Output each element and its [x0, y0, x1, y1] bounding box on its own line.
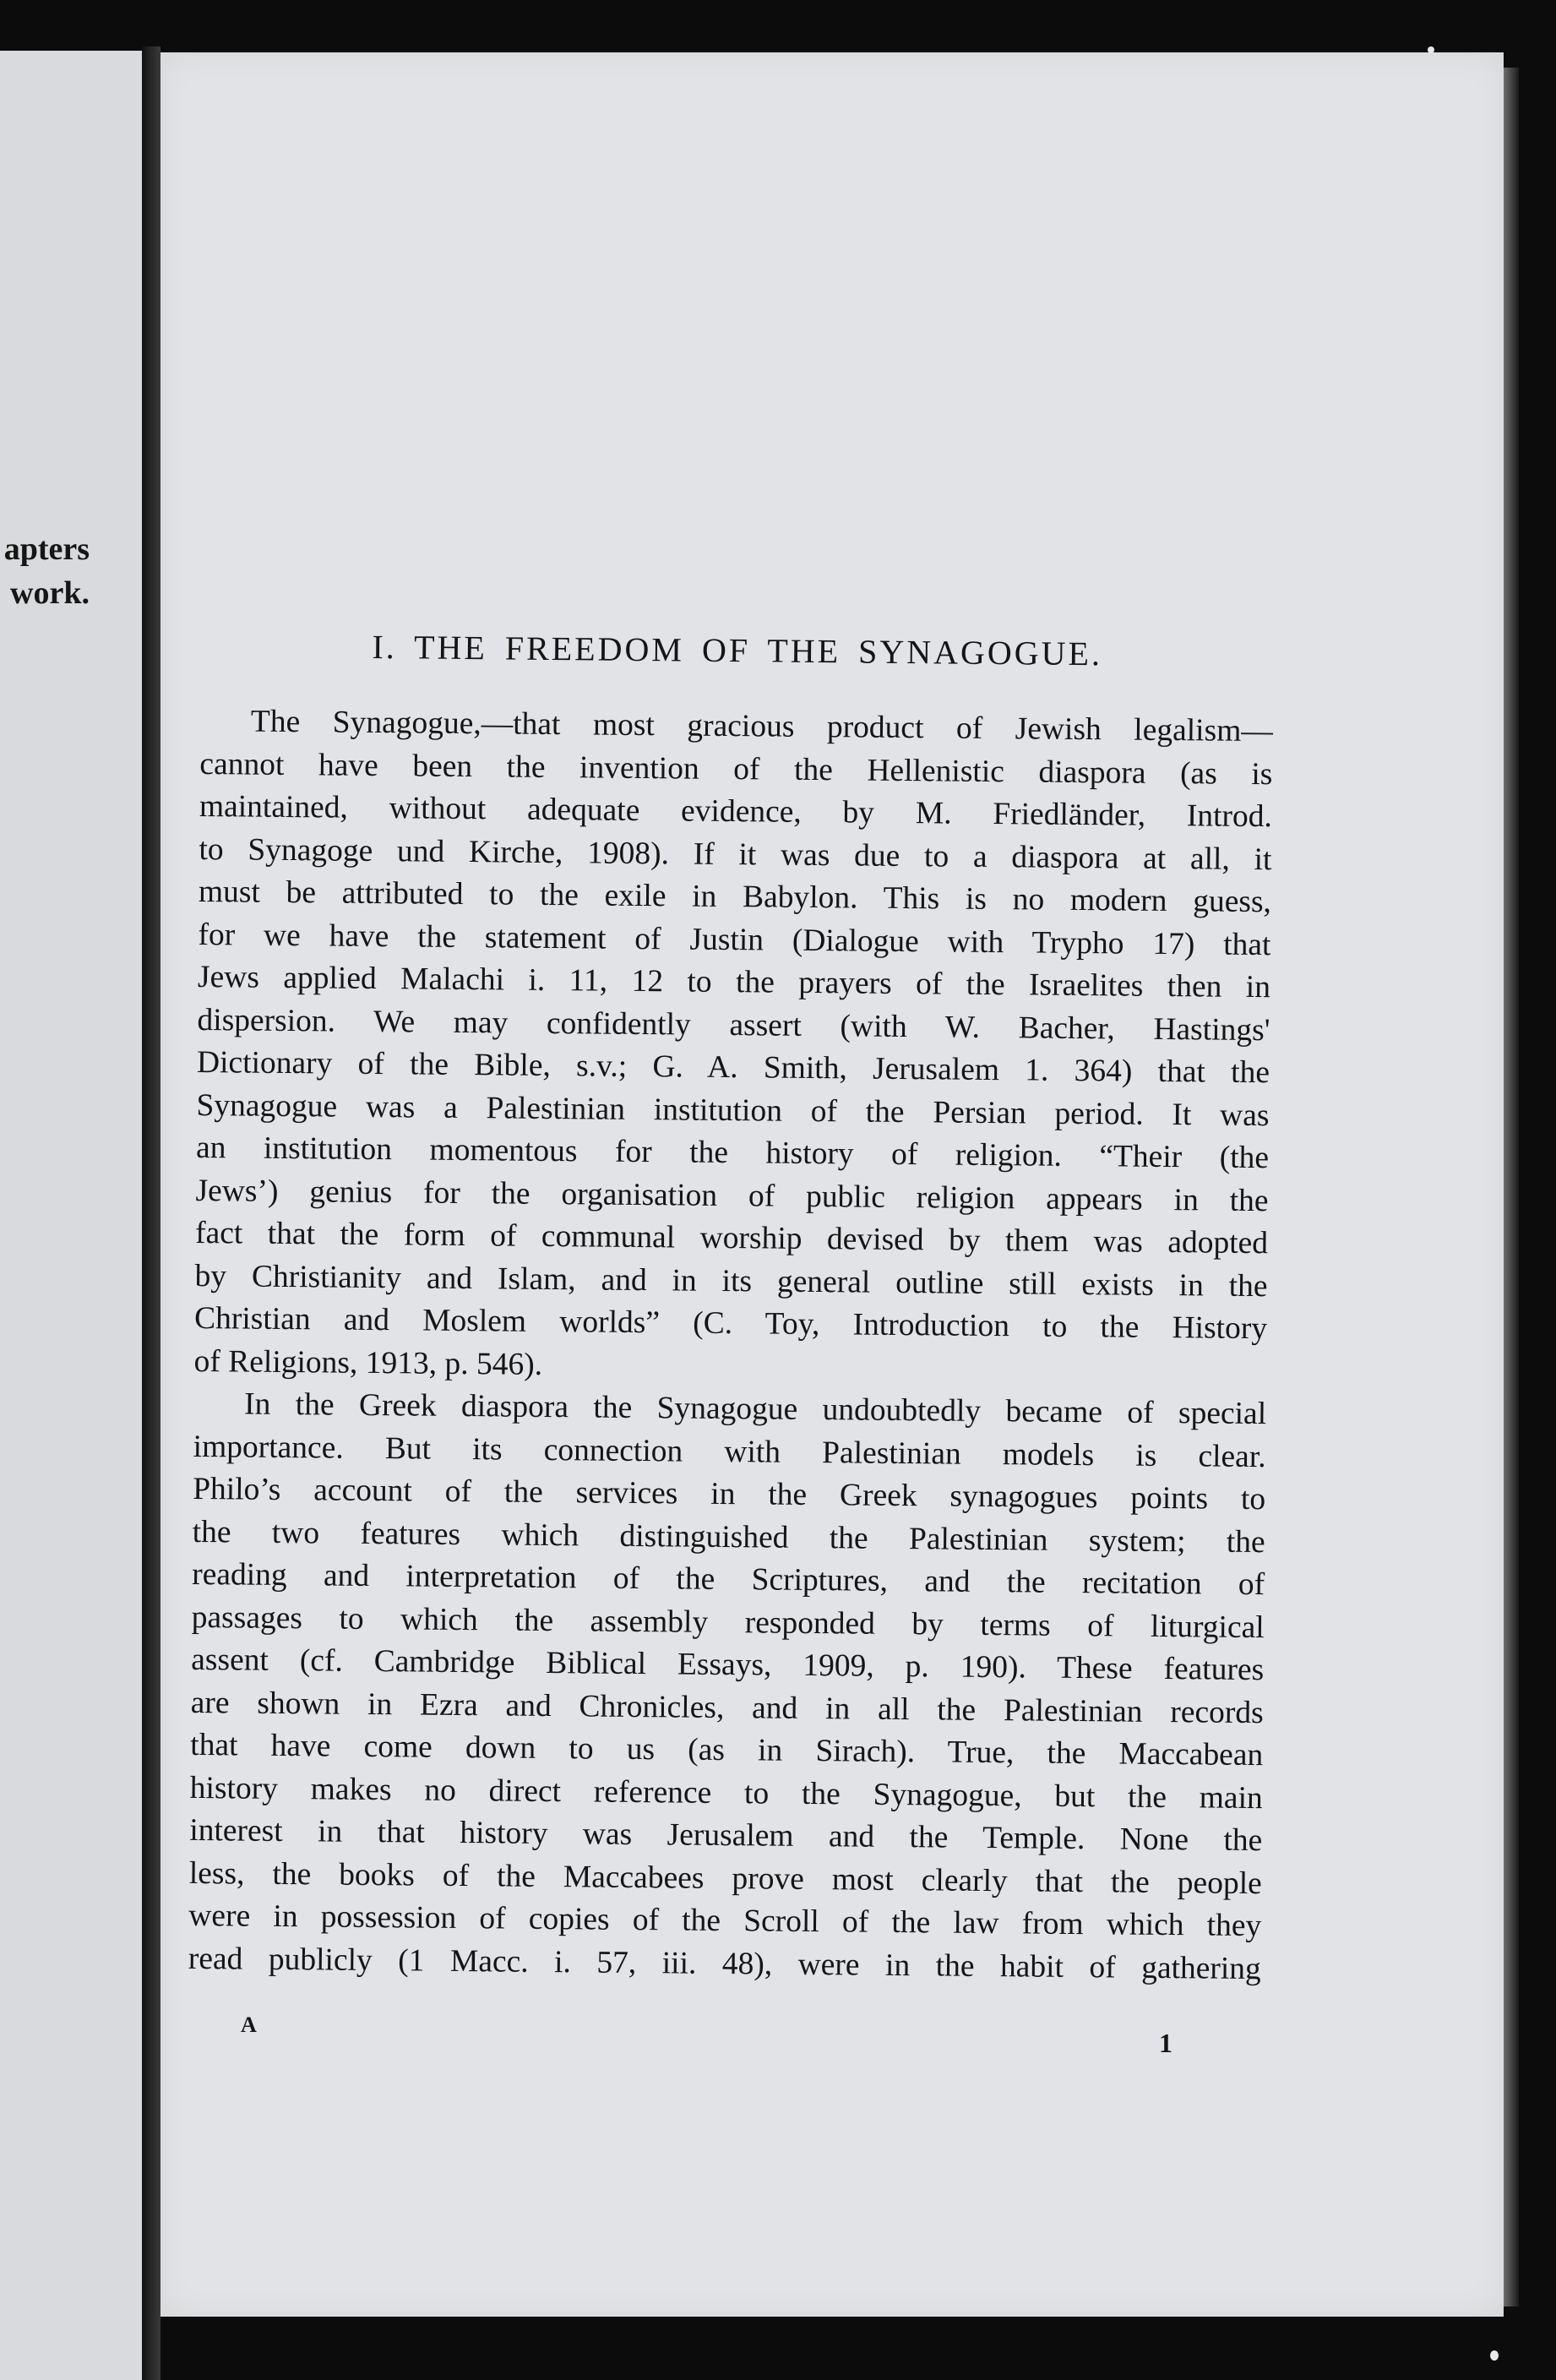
text-line: passages to which the assembly responded by terms of liturgical [191, 1599, 1265, 1645]
text-line: importance. But its connection with Palestinian models is clear. [193, 1429, 1266, 1474]
text-line: read publicly (1 Macc. i. 57, iii. 48), were in the habit of gathering [188, 1941, 1261, 1986]
text-line: Christian and Moslem worlds” (C. Toy, Introduction to the History [193, 1300, 1268, 1347]
scan-speck [1428, 46, 1434, 53]
text-line: In the Greek diaspora the Synagogue undoubtedly became of special [243, 1386, 1267, 1432]
text-line: Dictionary of the Bible, s.v.; G. A. Smith, Jerusalem 1. 364) that the [196, 1044, 1270, 1091]
paragraph-2 [188, 1383, 1267, 1991]
left-page-fragment: apters [3, 531, 90, 567]
signature-mark: A [241, 2012, 257, 2037]
text-line: Jews applied Malachi i. 11, 12 to the prayers of the Israelites then in [197, 959, 1271, 1005]
text-line: Jews’) genius for the organisation of public religion appears in the [195, 1173, 1269, 1218]
page-text [188, 625, 1274, 1991]
text-line: Synagogue was a Palestinian institution of the Persian period. It was [196, 1087, 1270, 1133]
left-page-edge [0, 51, 142, 2380]
text-line: cannot have been the invention of the Hellenistic diaspora (as is [199, 746, 1273, 792]
text-line: reading and interpretation of the Scriptures, and the recitation of [192, 1556, 1265, 1603]
text-line: fact that the form of communal worship devised by them was adopted [194, 1215, 1269, 1261]
text-line: Philo’s account of the services in the Greek synagogues points to [192, 1471, 1266, 1517]
text-line: an institution momentous for the history of religion. “Their (the [195, 1130, 1270, 1176]
text-line: are shown in Ezra and Chronicles, and in all the Palestinian records [190, 1685, 1264, 1730]
text-line: dispersion. We may confidently assert (with W. Bacher, Hastings' [197, 1002, 1270, 1048]
page-number: 1 [1159, 2028, 1172, 2058]
left-page-fragment: work. [10, 575, 90, 611]
text-line: to Synagoge und Kirche, 1908). If it was due to a diaspora at all, it [199, 831, 1272, 877]
text-line: by Christianity and Islam, and in its general outline still exists in the [194, 1258, 1268, 1304]
text-line: interest in that history was Jerusalem and the Temple. None the [189, 1812, 1263, 1859]
text-line: of Religions, 1913, p. 546). [193, 1343, 543, 1382]
text-line: were in possession of copies of the Scroll of the law from which they [188, 1898, 1262, 1944]
text-line: less, the books of the Maccabees prove most clearly that the people [188, 1855, 1262, 1901]
text-line: that have come down to us (as in Sirach). True, the Maccabean [190, 1727, 1264, 1773]
text-line: The Synagogue,—that most gracious product of Jewish legalism— [250, 704, 1274, 749]
text-line: maintained, without adequate evidence, by M. Friedländer, Introd. [199, 788, 1273, 835]
text-line: must be attributed to the exile in Babylon. This is no modern guess, [198, 874, 1272, 920]
text-line: history makes no direct reference to the Synagogue, but the main [189, 1770, 1263, 1816]
text-line: the two features which distinguished the Palestinian system; the [192, 1514, 1265, 1560]
scan-speck [1490, 2350, 1499, 2361]
chapter-title: I. THE FREEDOM OF THE SYNAGOGUE. [372, 627, 1103, 673]
page-right-edge [1504, 68, 1519, 2306]
paragraph-1 [193, 700, 1273, 1393]
text-line: for we have the statement of Justin (Dialogue with Trypho 17) that [198, 917, 1271, 962]
text-line: assent (cf. Cambridge Biblical Essays, 1909, p. 190). These features [191, 1642, 1265, 1688]
book-gutter [142, 46, 160, 2380]
